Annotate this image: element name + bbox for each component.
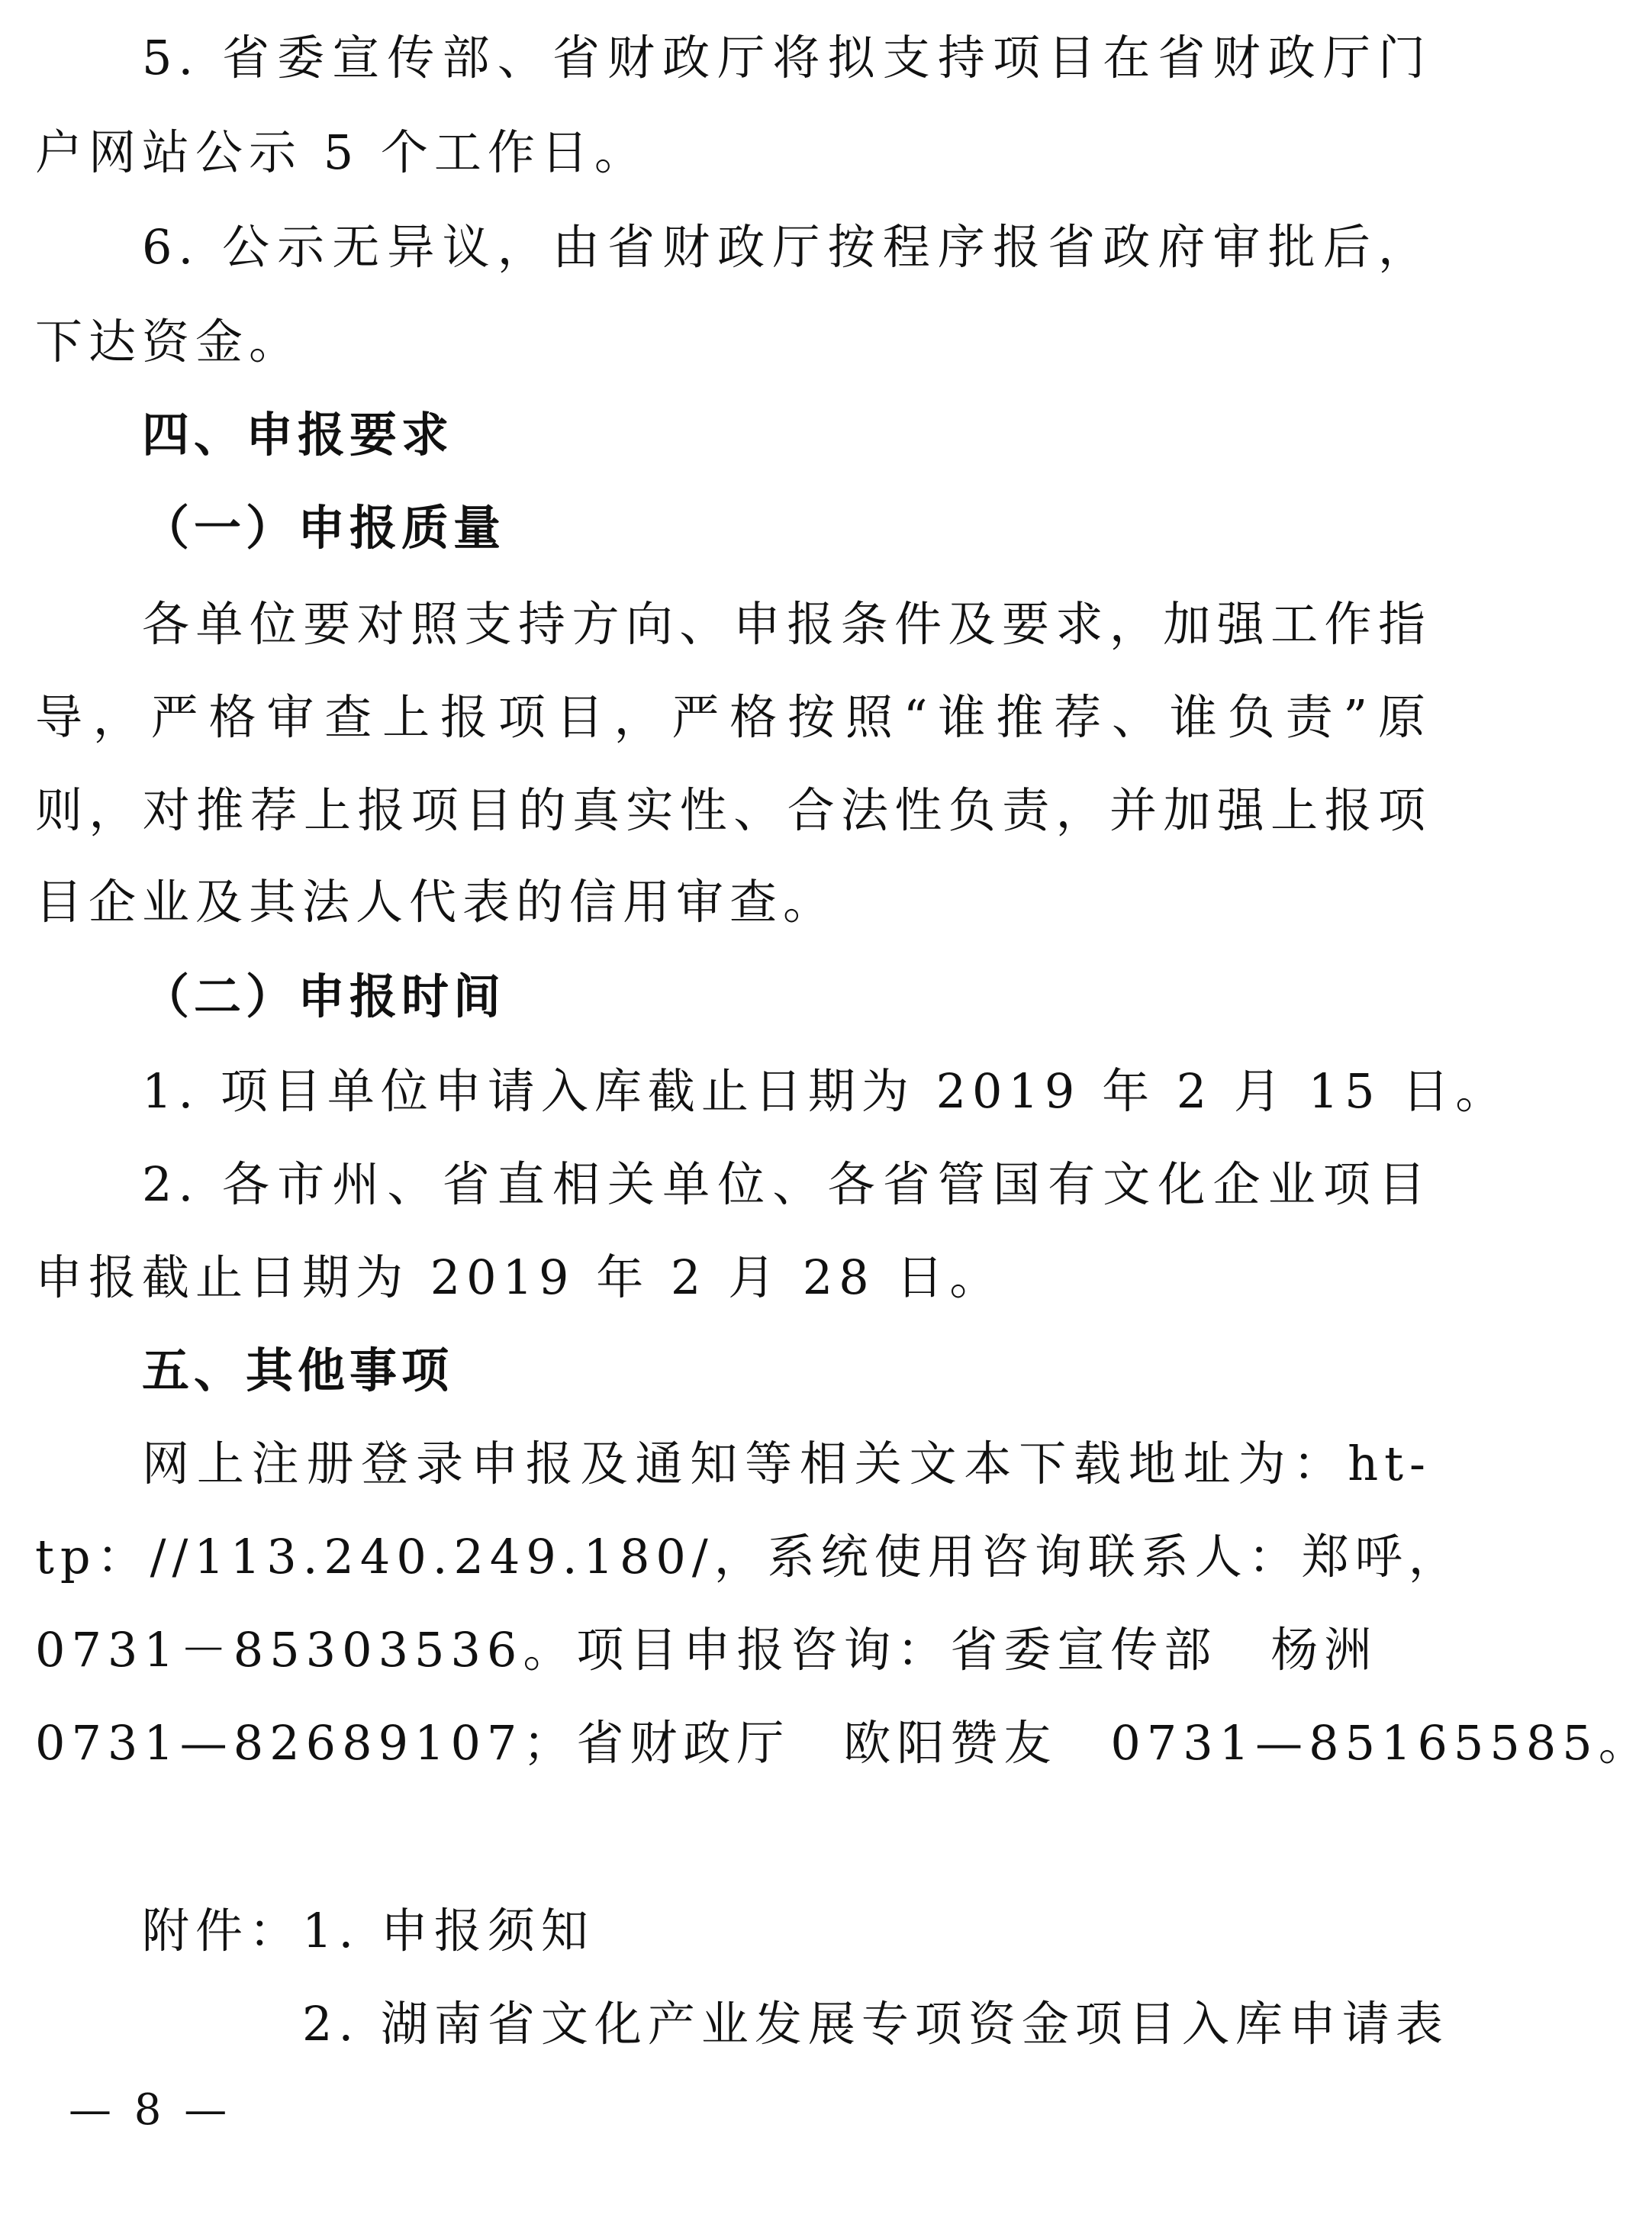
section-5-heading: 五、其他事项 [142,1343,454,1398]
other-line-2: tp：//113.240.249.180/，系统使用咨询联系人：郑呼， [35,1529,1462,1585]
deadline-item-2-line-2: 申报截止日期为 2019 年 2 月 28 日。 [35,1249,1003,1305]
paragraph-6-line-2: 下达资金。 [35,314,303,369]
paragraph-5-line-1: 5. 省委宣传部、省财政厅将拟支持项目在省财政厅门 [142,30,1431,85]
section-4-heading: 四、申报要求 [142,407,454,463]
deadline-item-1: 1. 项目单位申请入库截止日期为 2019 年 2 月 15 日。 [142,1063,1509,1119]
paragraph-5-line-2: 户网站公示 5 个工作日。 [35,124,648,180]
section-4-1-heading: （一）申报质量 [142,500,506,556]
paragraph-6-line-1: 6. 公示无异议，由省财政厅按程序报省政府审批后， [142,219,1431,275]
other-line-4: 0731—82689107；省财政厅 欧阳赞友 0731—85165585。 [35,1715,1652,1771]
other-line-1: 网上注册登录申报及通知等相关文本下载地址为：ht- [142,1436,1431,1491]
section-4-2-heading: （二）申报时间 [142,969,506,1024]
attachment-line-1: 附件：1. 申报须知 [142,1903,594,1958]
quality-line-1: 各单位要对照支持方向、申报条件及要求，加强工作指 [142,596,1431,652]
deadline-item-2-line-1: 2. 各市州、省直相关单位、各省管国有文化企业项目 [142,1156,1431,1212]
other-line-3: 0731－85303536。项目申报咨询：省委宣传部 杨洲 [35,1622,1378,1678]
quality-line-4: 目企业及其法人代表的信用审查。 [35,874,837,930]
quality-line-3: 则，对推荐上报项目的真实性、合法性负责，并加强上报项 [35,782,1431,838]
quality-line-2: 导，严格审查上报项目，严格按照“谁推荐、谁负责”原 [35,689,1431,745]
attachment-line-2: 2. 湖南省文化产业发展专项资金项目入库申请表 [302,1996,1449,2052]
page-number: — 8 — [69,2085,232,2135]
